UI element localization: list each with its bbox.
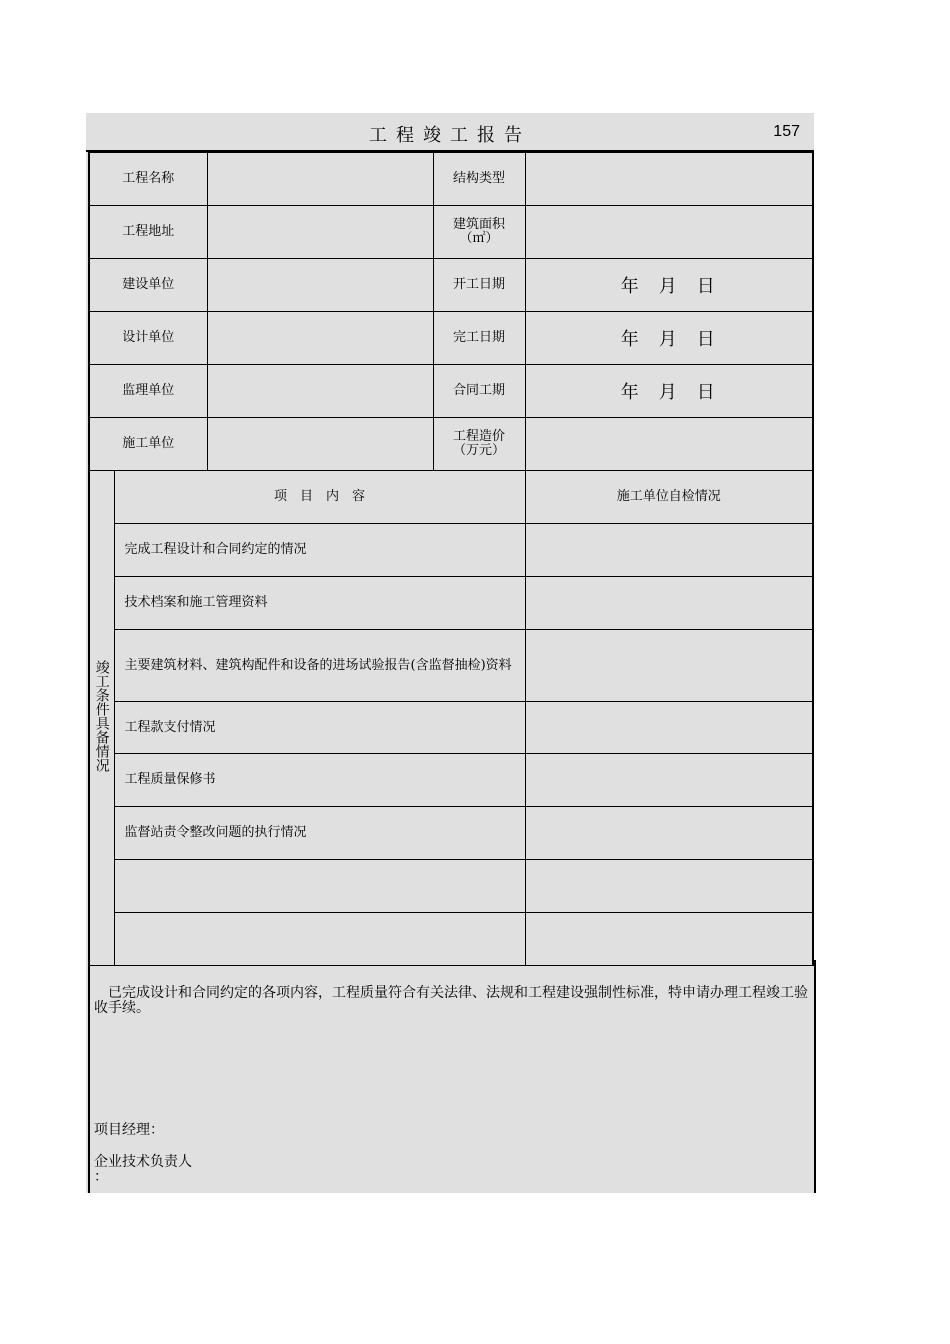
- condition-row: [89, 860, 813, 913]
- info-row: [89, 259, 813, 312]
- project-name-field[interactable]: [207, 153, 433, 206]
- page-number: 157: [773, 123, 800, 140]
- project-cost-field[interactable]: [525, 418, 813, 471]
- condition-item: 工程质量保修书: [114, 754, 525, 807]
- contract-period-field[interactable]: [525, 365, 813, 418]
- condition-item[interactable]: [114, 860, 525, 913]
- report-table: [88, 152, 814, 966]
- condition-row: [89, 702, 813, 754]
- conditions-section-text: 竣工条件具备情况: [93, 660, 110, 772]
- condition-row: [89, 807, 813, 860]
- application-area: [88, 960, 816, 1193]
- year-unit: 年: [620, 382, 641, 403]
- title-row: [86, 113, 814, 152]
- condition-check-field[interactable]: [525, 754, 813, 807]
- project-address-label: 工程地址: [89, 206, 207, 259]
- condition-check-field[interactable]: [525, 860, 813, 913]
- start-date-label: 开工日期: [433, 259, 525, 312]
- conditions-header-row: [89, 471, 813, 524]
- month-unit: 月: [658, 276, 679, 297]
- year-unit: 年: [620, 329, 641, 350]
- project-name-label: 工程名称: [89, 153, 207, 206]
- condition-row: [89, 630, 813, 702]
- day-unit: 日: [696, 276, 717, 297]
- design-unit-field[interactable]: [207, 312, 433, 365]
- day-unit: 日: [696, 329, 717, 350]
- start-date-field[interactable]: [525, 259, 813, 312]
- tech-lead-signature-label: 企业技术负责人 ：: [94, 1154, 192, 1185]
- application-statement: 已完成设计和合同约定的各项内容，工程质量符合有关法律、法规和工程建设强制性标准，特申请办理工程竣工验收手续。: [94, 985, 808, 1016]
- condition-row: [89, 524, 813, 577]
- report-sheet: [86, 113, 814, 1193]
- info-row: [89, 153, 813, 206]
- month-unit: 月: [658, 329, 679, 350]
- structure-type-label: 结构类型: [433, 153, 525, 206]
- construction-unit-field[interactable]: [207, 418, 433, 471]
- condition-item[interactable]: [114, 913, 525, 966]
- owner-unit-label: 建设单位: [89, 259, 207, 312]
- condition-item: 监督站责令整改问题的执行情况: [114, 807, 525, 860]
- condition-item: 完成工程设计和合同约定的情况: [114, 524, 525, 577]
- item-content-header: 项 目 内 容: [114, 471, 525, 524]
- condition-check-field[interactable]: [525, 524, 813, 577]
- conditions-section-label: [89, 471, 114, 966]
- supervision-unit-field[interactable]: [207, 365, 433, 418]
- page-title: 工程竣工报告: [369, 125, 531, 146]
- design-unit-label: 设计单位: [89, 312, 207, 365]
- floor-area-label: 建筑面积 （㎡）: [433, 206, 525, 259]
- condition-item: 工程款支付情况: [114, 702, 525, 754]
- owner-unit-field[interactable]: [207, 259, 433, 312]
- info-row: [89, 418, 813, 471]
- project-manager-signature-label: 项目经理：: [94, 1122, 164, 1138]
- self-check-header: 施工单位自检情况: [525, 471, 813, 524]
- info-row: [89, 312, 813, 365]
- info-row: [89, 206, 813, 259]
- structure-type-field[interactable]: [525, 153, 813, 206]
- condition-row: [89, 754, 813, 807]
- condition-check-field[interactable]: [525, 807, 813, 860]
- construction-unit-label: 施工单位: [89, 418, 207, 471]
- condition-check-field[interactable]: [525, 913, 813, 966]
- contract-period-label: 合同工期: [433, 365, 525, 418]
- finish-date-label: 完工日期: [433, 312, 525, 365]
- info-row: [89, 365, 813, 418]
- month-unit: 月: [658, 382, 679, 403]
- supervision-unit-label: 监理单位: [89, 365, 207, 418]
- year-unit: 年: [620, 276, 641, 297]
- floor-area-field[interactable]: [525, 206, 813, 259]
- condition-check-field[interactable]: [525, 630, 813, 702]
- project-address-field[interactable]: [207, 206, 433, 259]
- condition-check-field[interactable]: [525, 577, 813, 630]
- condition-row: [89, 577, 813, 630]
- condition-item: 技术档案和施工管理资料: [114, 577, 525, 630]
- finish-date-field[interactable]: [525, 312, 813, 365]
- project-cost-label: 工程造价 （万元）: [433, 418, 525, 471]
- day-unit: 日: [696, 382, 717, 403]
- condition-check-field[interactable]: [525, 702, 813, 754]
- condition-item: 主要建筑材料、建筑构配件和设备的进场试验报告(含监督抽检)资料: [114, 630, 525, 702]
- condition-row: [89, 913, 813, 966]
